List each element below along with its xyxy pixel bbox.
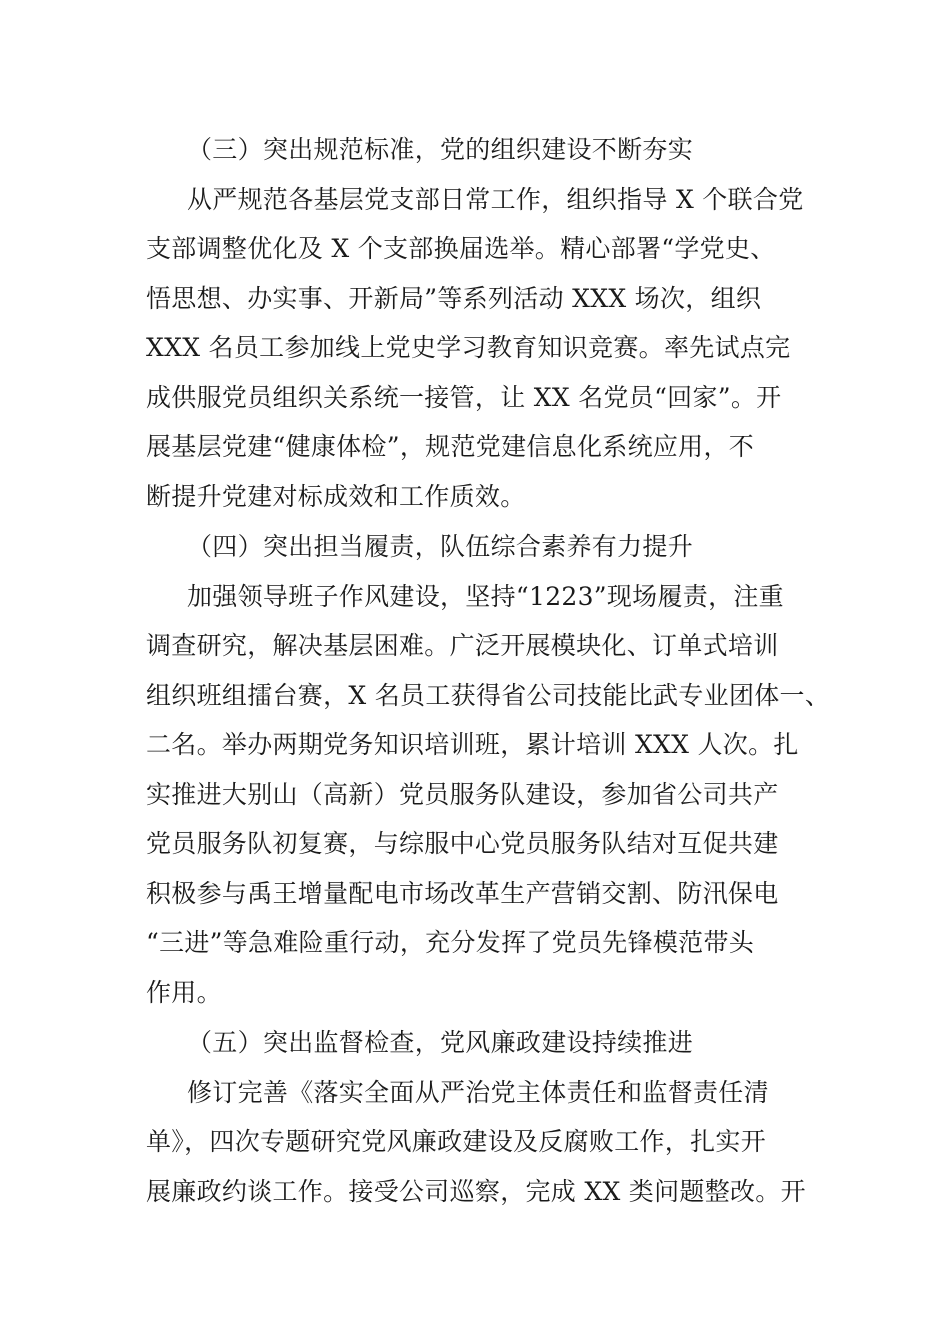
paragraph-line: XXX 名员工参加线上党史学习教育知识竞赛。率先试点完 — [146, 333, 791, 362]
paragraph-line: 展廉政约谈工作。接受公司巡察，完成 XX 类问题整改。开 — [146, 1177, 806, 1206]
paragraph-line: 成供服党员组织关系统一接管，让 XX 名党员“回家”。开 — [146, 383, 782, 412]
paragraph-line: 加强领导班子作风建设，坚持“1223”现场履责，注重 — [187, 582, 784, 611]
section-heading-5: （五）突出监督检查，党风廉政建设持续推进 — [187, 1028, 694, 1057]
paragraph-line: 展基层党建“健康体检”，规范党建信息化系统应用，不 — [146, 432, 755, 461]
paragraph-line: 作用。 — [146, 978, 222, 1007]
paragraph-line: 实推进大别山（高新）党员服务队建设，参加省公司共产 — [146, 780, 779, 809]
paragraph-line: 支部调整优化及 X 个支部换届选举。精心部署“学党史、 — [146, 234, 776, 263]
paragraph-line: 调查研究，解决基层困难。广泛开展模块化、订单式培训 — [146, 631, 779, 660]
paragraph-line: 断提升党建对标成效和工作质效。 — [146, 482, 526, 511]
paragraph-line: 党员服务队初复赛，与综服中心党员服务队结对互促共建 — [146, 829, 779, 858]
section-heading-3: （三）突出规范标准，党的组织建设不断夯实 — [187, 135, 694, 164]
paragraph-line: 积极参与禹王增量配电市场改革生产营销交割、防汛保电 — [146, 879, 779, 908]
section-heading-4: （四）突出担当履责，队伍综合素养有力提升 — [187, 532, 694, 561]
paragraph-line: 从严规范各基层党支部日常工作，组织指导 X 个联合党 — [187, 185, 804, 214]
paragraph-line: 组织班组擂台赛，X 名员工获得省公司技能比武专业团体一、 — [146, 681, 831, 710]
paragraph-line: 单》，四次专题研究党风廉政建设及反腐败工作，扎实开 — [146, 1127, 767, 1156]
paragraph-line: “三进”等急难险重行动，充分发挥了党员先锋模范带头 — [146, 928, 755, 957]
paragraph-line: 悟思想、办实事、开新局”等系列活动 XXX 场次，组织 — [146, 284, 762, 313]
paragraph-line: 修订完善《落实全面从严治党主体责任和监督责任清 — [187, 1078, 769, 1107]
paragraph-line: 二名。举办两期党务知识培训班，累计培训 XXX 人次。扎 — [146, 730, 799, 759]
